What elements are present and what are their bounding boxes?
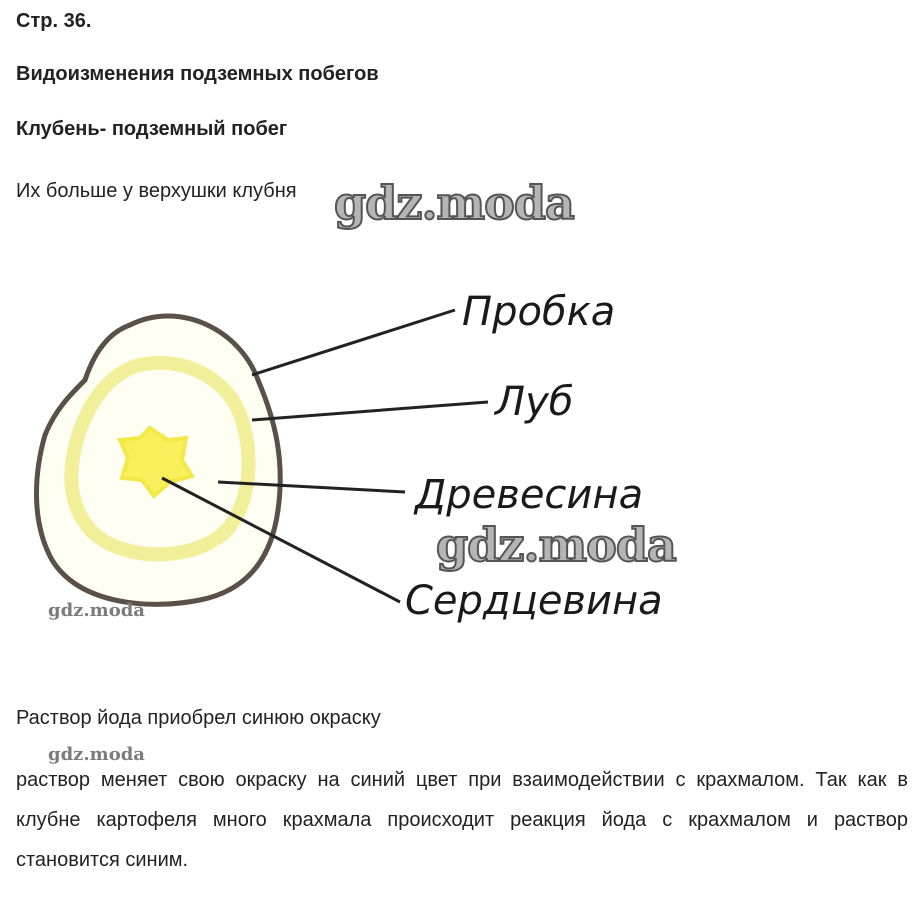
- watermark-small-bottom: gdz.moda: [48, 744, 145, 765]
- label-wood: Древесина: [415, 472, 644, 518]
- subsection-heading: Клубень- подземный побег: [16, 118, 288, 140]
- label-bast: Луб: [495, 379, 574, 425]
- answer-text-buds: Их больше у верхушки клубня: [16, 180, 297, 202]
- watermark-small-left: gdz.moda: [48, 600, 145, 621]
- watermark-top: gdz.moda: [334, 176, 574, 230]
- answer-text-iodine: Раствор йода приобрел синюю окраску: [16, 707, 381, 729]
- page-reference: Стр. 36.: [16, 10, 92, 32]
- leader-line-cork: [252, 310, 455, 375]
- watermark-middle: gdz.moda: [436, 518, 676, 572]
- leader-line-bast: [252, 402, 488, 420]
- tuber-cross-section-diagram: [0, 270, 720, 650]
- explanation-paragraph: раствор меняет свою окраску на синий цвет при взаимодействии с крахмалом. Так как в клубне картофеля много крахмала происходит реакция йода с крахмалом и раствор становится синим.: [16, 769, 908, 871]
- section-heading: Видоизменения подземных побегов: [16, 63, 379, 85]
- label-cork: Пробка: [462, 289, 616, 335]
- label-pith: Сердцевина: [405, 578, 663, 624]
